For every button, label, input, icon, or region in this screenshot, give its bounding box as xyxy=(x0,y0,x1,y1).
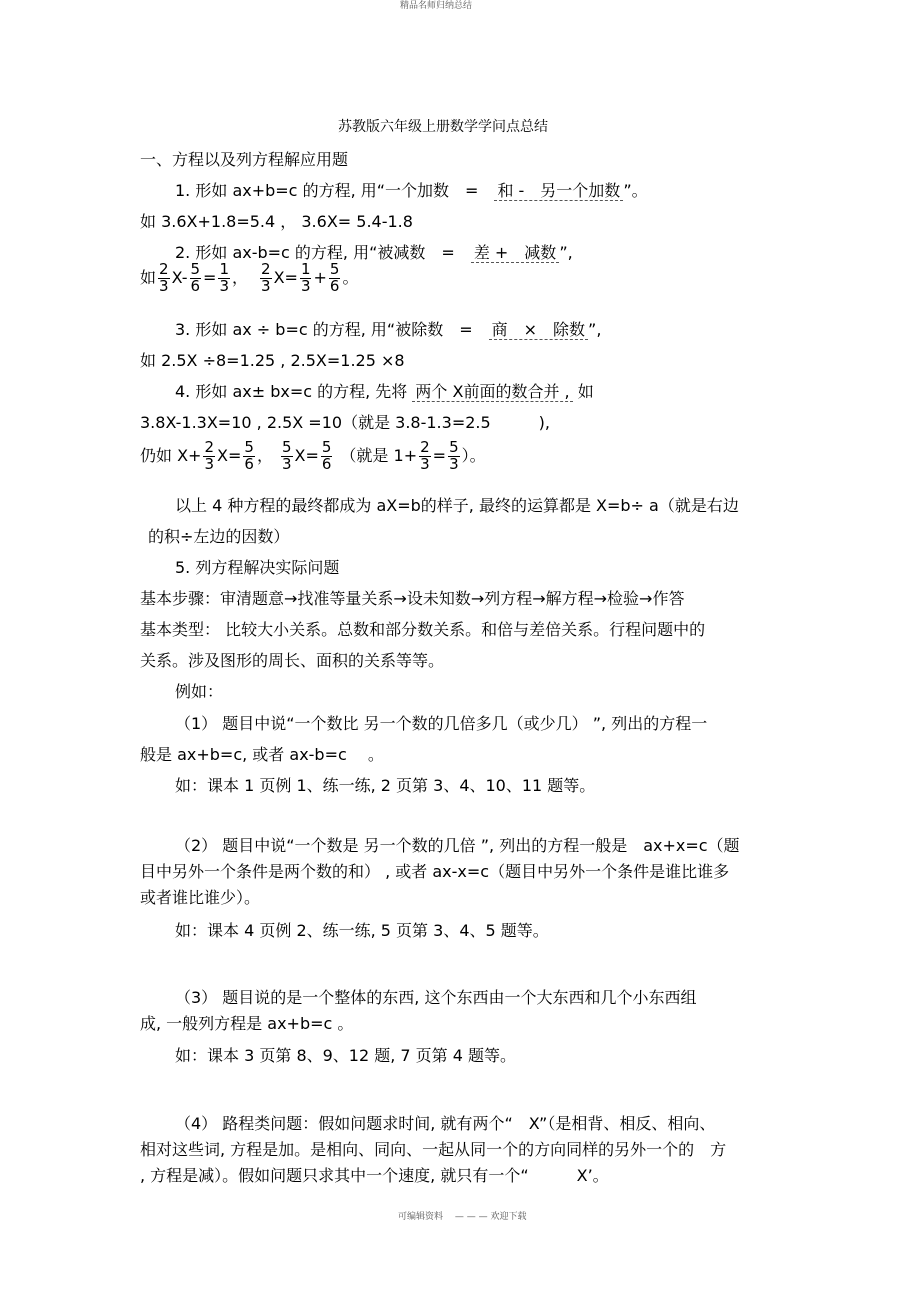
case-3-ref: 如：课本 3 页第 8、9、12 题, 7 页第 4 题等。 xyxy=(175,1046,517,1065)
rule-3-text: 3. 形如 ax ÷ b=c 的方程, 用“被除数 = xyxy=(175,320,489,339)
summary-line-1: 以上 4 种方程的最终都成为 aX=b的样子, 最终的运算都是 X=b÷ a（就是右边 xyxy=(175,496,739,515)
fraction xyxy=(300,262,312,295)
basic-steps: 基本步骤：审清题意→找准等量关系→设未知数→列方程→解方程→检验→作答 xyxy=(140,589,685,608)
text: ）。 xyxy=(461,445,486,465)
text: = xyxy=(203,267,217,287)
rule-3-end: ”, xyxy=(588,320,602,339)
basic-types-1: 基本类型： 比较大小关系。总数和部分数关系。和倍与差倍关系。行程问题中的 xyxy=(140,620,706,639)
numerator: 1 xyxy=(300,260,311,278)
fraction xyxy=(260,262,272,295)
denominator: 3 xyxy=(261,276,271,295)
case-4-line-1: （4） 路程类问题：假如问题求时间, 就有两个“ X”（是相背、相反、相向、 xyxy=(175,1114,716,1133)
denominator: 6 xyxy=(190,276,201,295)
example-4b xyxy=(140,440,486,473)
fraction xyxy=(329,262,341,295)
denominator: 3 xyxy=(204,454,215,473)
example-1: 如 3.6X+1.8=5.4 ， 3.6X= 5.4-1.8 xyxy=(140,212,413,231)
case-1-line-2: 般是 ax+b=c, 或者 ax-b=c 。 xyxy=(140,745,384,764)
rule-4-end: 如 xyxy=(572,382,594,401)
case-2-ref: 如：课本 4 页例 2、练一练, 5 页第 3、4、5 题等。 xyxy=(175,921,549,940)
summary-line-2: 的积÷左边的因数） xyxy=(148,527,290,546)
page-footer: 可编辑资料 — — — 欢迎下载 xyxy=(398,1212,527,1222)
example-4a: 3.8X-1.3X=10 , 2.5X =10（就是 3.8-1.3=2.5 ), xyxy=(140,413,551,432)
numerator: 1 xyxy=(219,260,229,278)
denominator: 6 xyxy=(321,454,332,473)
numerator: 2 xyxy=(420,438,430,456)
case-3-line-2: 成, 一般列方程是 ax+b=c 。 xyxy=(140,1014,354,1033)
numerator: 5 xyxy=(449,438,459,456)
item-5-heading: 5. 列方程解决实际问题 xyxy=(175,558,340,577)
denominator: 3 xyxy=(281,454,292,473)
numerator: 5 xyxy=(281,438,292,456)
text: X= xyxy=(273,267,298,287)
numerator: 5 xyxy=(321,438,332,456)
rule-4-text: 4. 形如 ax± bx=c 的方程, 先将 xyxy=(175,382,413,401)
text: X- xyxy=(171,267,188,287)
rule-1-end: ”。 xyxy=(623,181,648,200)
example-3: 如 2.5X ÷8=1.25 , 2.5X=1.25 ×8 xyxy=(140,351,405,370)
denominator: 6 xyxy=(244,454,254,473)
denominator: 3 xyxy=(300,276,311,295)
basic-types-2: 关系。涉及图形的周长、面积的关系等等。 xyxy=(140,651,445,670)
case-1-line-1: （1） 题目中说“一个数比 另一个数的几倍多几（或少几） ”, 列出的方程一 xyxy=(175,714,708,733)
text: ， xyxy=(232,267,249,287)
text: X= xyxy=(217,445,242,465)
rule-2 xyxy=(175,245,573,261)
denominator: 3 xyxy=(449,454,459,473)
rule-3-highlight: 商 × 除数 xyxy=(489,320,588,340)
rule-2-text: 2. 形如 ax-b=c 的方程, 用“被减数 = xyxy=(175,243,471,262)
rule-2-end: ”, xyxy=(559,243,573,262)
rule-4 xyxy=(175,384,594,400)
case-3-line-1: （3） 题目说的是一个整体的东西, 这个东西由一个大东西和几个小东西组 xyxy=(175,988,697,1007)
rule-2-highlight: 差 + 减数 xyxy=(471,243,560,263)
case-4-line-3: , 方程是减）。假如问题只求其中一个速度, 就只有一个“ X’。 xyxy=(140,1166,609,1185)
fraction xyxy=(243,440,255,473)
numerator: 5 xyxy=(329,260,340,278)
denominator: 3 xyxy=(420,454,430,473)
denominator: 3 xyxy=(219,276,229,295)
text: X= xyxy=(294,445,319,465)
fraction xyxy=(419,440,431,473)
fraction xyxy=(158,262,170,295)
case-2-line-2: 目中另外一个条件是两个数的和） , 或者 ax-x=c（题目中另外一个条件是谁比谁多 xyxy=(140,862,730,881)
numerator: 5 xyxy=(190,260,201,278)
fraction xyxy=(218,262,230,295)
numerator: 2 xyxy=(159,260,169,278)
page-header: 精品名师归纳总结 xyxy=(400,1,473,11)
fraction xyxy=(203,440,215,473)
text: = xyxy=(432,445,447,465)
fraction xyxy=(448,440,460,473)
rule-1-text: 1. 形如 ax+b=c 的方程, 用“一个加数 = xyxy=(175,181,495,200)
case-1-ref: 如：课本 1 页例 1、练一练, 2 页第 3、4、10、11 题等。 xyxy=(175,776,596,795)
text: （就是 1+ xyxy=(340,445,418,465)
fraction xyxy=(321,440,333,473)
denominator: 3 xyxy=(159,276,169,295)
example-2 xyxy=(140,262,358,295)
rule-1 xyxy=(175,183,648,199)
text: + xyxy=(313,267,327,287)
rule-1-highlight: 和 - 另一个加数 xyxy=(494,181,623,201)
denominator: 6 xyxy=(329,276,340,295)
case-2-line-3: 或者谁比谁少）。 xyxy=(140,888,261,907)
fraction xyxy=(281,440,293,473)
numerator: 5 xyxy=(244,438,254,456)
numerator: 2 xyxy=(204,438,215,456)
case-4-line-2: 相对这些词, 方程是加。是相向、同向、一起从同一个的方向同样的另外一个的 方 xyxy=(140,1140,727,1159)
numerator: 2 xyxy=(261,260,271,278)
example-label: 例如： xyxy=(175,682,224,701)
fraction xyxy=(190,262,202,295)
page-title: 苏教版六年级上册数学学问点总结 xyxy=(338,119,548,135)
example-4b-prefix: 仍如 X+ xyxy=(140,445,202,465)
rule-3 xyxy=(175,322,601,338)
section-heading: 一、方程以及列方程解应用题 xyxy=(140,150,349,169)
text: ， xyxy=(256,445,273,465)
example-2-prefix: 如 xyxy=(140,267,157,287)
case-2-line-1: （2） 题目中说“一个数是 另一个数的几倍 ”, 列出的方程一般是 ax+x=c（题 xyxy=(175,836,740,855)
text: 。 xyxy=(342,267,359,287)
rule-4-highlight: 两个 X前面的数合并 , xyxy=(412,382,572,402)
